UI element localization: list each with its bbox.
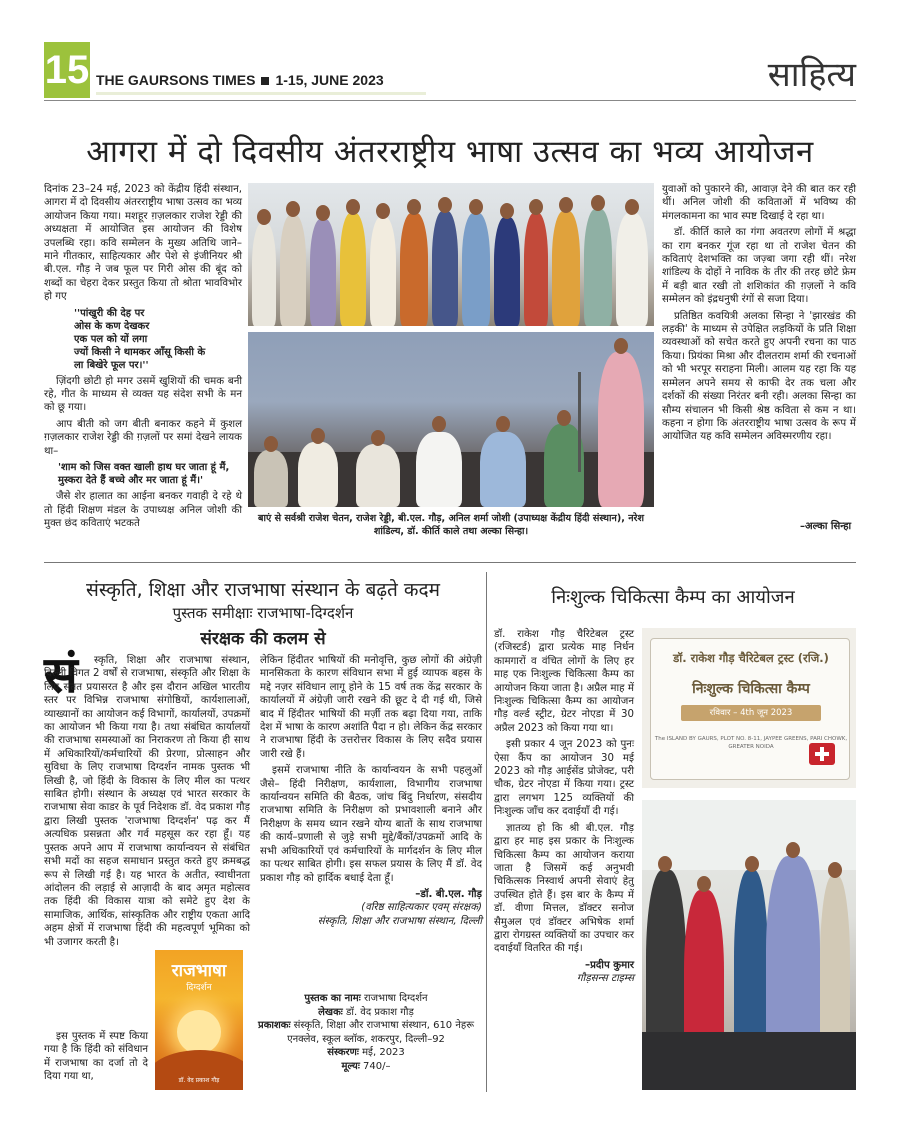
book-cover-title: राजभाषा bbox=[171, 961, 227, 981]
article1-paragraph: जैसे शेर हालात का आईना बनकर गवाही दे रहे थे तो हिंदी शिक्षण मंडल के उपाध्यक्ष अनिल जोशी की मुक्त छंद कविताएं भटकते bbox=[44, 491, 242, 529]
quote-block bbox=[58, 461, 242, 487]
article2-paragraph: इस पुस्तक में स्पष्ट किया गया है कि हिंदी को संविधान में राजभाषा का दर्जा तो दे दिया गया था, bbox=[44, 1031, 148, 1083]
article3-title: निःशुल्क चिकित्सा कैम्प का आयोजन bbox=[551, 587, 795, 608]
quote-line: 'शाम को जिस वक्त खाली हाथ घर जाता हूं मैं, bbox=[58, 462, 230, 474]
article2-paragraph: स्कृति, शिक्षा और राजभाषा संस्थान, दिल्ली विगत 2 वर्षों से राजभाषा, संस्कृति और शिक्षा के लिए सतत प्रयासरत है और इस दौरान अखिल भारतीय स्तर पर विभिन्न राजभाषा संगोष्ठियों, कार्यशालाओं, व्याख्यानों का आयोजन कई विभागों, कार्यालयों, उपक्रमों का आयोजन भी किया गया है। तथा संबंधित कार्यालयों की राजभाषा समस्याओं का निराकरण तो किया ही साथ में अधिकारियों/कर्मचारियों की प्रेरणा, प्रोत्साहन और सुविधा के लिए राजभाषा दिग्दर्शन नामक पुस्तक भी लिखी है, जो हिंदी के विकास के लिए मील का पत्थर साबित होगी। संस्थान के अध्यक्ष एवं भारत सरकार के राजभाषा सेवा काडर के पूर्व निदेशक डॉ. वेद प्रकाश गौड़ द्वारा लिखी पुस्तक 'राजभाषा दिग्दर्शन' पढ़ कर मैं अत्यधिक प्रसन्नता और गर्व महसूस कर रहा हूँ। यह पुस्तक अपने आप में राजभाषा कार्यान्वयन से संबंधित सभी मदों का सहज समाधान प्रस्तुत करते हुए क्रमबद्ध रूप से लिखी गई है। यह भारत के अतीत, स्वाधीनता आंदोलन की लड़ाई से आज़ादी के बाद अमृत महोत्सव तक हिंदी की विकास यात्रा को समेटे हुए देश के सामाजिक, आर्थिक, सांस्कृतिक और राष्ट्रीय एकता आदि अहम क्षेत्रों में राजभाषा हिंदी की महत्वपूर्ण भूमिका को भी उजागर करती है। bbox=[44, 655, 250, 948]
article1-paragraph: दिनांक 23–24 मई, 2023 को केंद्रीय हिंदी संस्थान, आगरा में दो दिवसीय अंतरराष्ट्रीय भाषा उत्सव का भव्य आयोजन किया गया। मशहूर ग़ज़लकार राजेश रेड्डी की अध्यक्षता में आयोजित इस आयोजन की विशेष उपलब्धि रहा। कवि सम्मेलन के मुख्य अतिथि जाने–माने गीतकार, साहित्यकार और पेशे से इंजीनियर श्री बी.एल. गौड़ ने जब फूल पर गिरी ओस की बूंद को शब्दों का चेहरा देकर प्रस्तुत किया तो श्रोता भावविभोर हो गए bbox=[44, 184, 242, 303]
article2-column-2 bbox=[260, 654, 482, 928]
poem-line: ओस के कण देखकर bbox=[74, 320, 150, 332]
book-price: 740/– bbox=[363, 1060, 391, 1072]
book-publisher: संस्कृति, शिक्षा और राजभाषा संस्थान, 610 नेहरू एनक्लेव, स्कूल ब्लॉक, शकरपुर, दिल्ली–92 bbox=[287, 1020, 474, 1045]
horizontal-divider bbox=[44, 562, 856, 563]
square-bullet-icon bbox=[261, 77, 269, 85]
event-stage-photo bbox=[248, 332, 654, 507]
first-aid-kit-icon bbox=[809, 743, 835, 765]
article3-paragraph: डॉ. राकेश गौड़ चैरिटेबल ट्रस्ट (रजिस्टर्ड) द्वारा प्रत्येक माह निर्धन कामगारों व वंचित लोगों के लिए हर माह एक निःशुल्क चिकित्सा कैम्प का आयोजन किया जाता है। अप्रैल माह में निःशुल्क चिकित्सा कैम्प का आयोजन गौड़ वर्ल्ड स्ट्रीट, ग्रेटर नोएडा में 30 अप्रैल 2023 को किया गया था। bbox=[494, 629, 634, 734]
article3-paragraph: ज्ञातव्य हो कि श्री बी.एल. गौड़ द्वारा हर माह इस प्रकार के निःशुल्क चिकित्सा कैम्प का आयोजन कराया जाता है जिसमें कई अनुभवी चिकित्सक निस्वार्थ अपनी सेवाएं हेतु उपस्थित होते हैं। इस बार के कैम्प में डॉ. वीणा मित्तल, डॉक्टर सनोज सैमुअल एवं डॉक्टर अभिषेक शर्मा द्वारा रोगग्रस्त व्यक्तियों का उपचार कर दवाईयाँ वितरित की गई। bbox=[494, 822, 634, 955]
main-headline: आगरा में दो दिवसीय अंतरराष्ट्रीय भाषा उत्सव का भव्य आयोजन bbox=[86, 134, 814, 170]
book-cover bbox=[155, 950, 243, 1090]
book-publisher-label: प्रकाशकः bbox=[258, 1020, 291, 1031]
event-group-photo bbox=[248, 183, 654, 326]
article3-byline: –प्रदीप कुमार bbox=[585, 959, 634, 971]
poem-block bbox=[74, 307, 242, 372]
article3-column bbox=[494, 628, 634, 986]
drop-cap: सं bbox=[44, 646, 78, 704]
book-details bbox=[250, 992, 482, 1073]
header-underline bbox=[96, 92, 426, 95]
section-title: साहित्य bbox=[767, 55, 856, 95]
banner-camp-title: निःशुल्क चिकित्सा कैम्प bbox=[692, 681, 810, 697]
camp-banner bbox=[650, 638, 850, 780]
masthead bbox=[96, 72, 384, 88]
article2-signoff-org: संस्कृति, शिक्षा और राजभाषा संस्थान, दिल्ली bbox=[317, 915, 482, 927]
article2-column-1 bbox=[44, 654, 250, 952]
poem-line: ज्यों किसी ने थामकर आँसू किसी के bbox=[74, 346, 206, 358]
article3-paragraph: इसी प्रकार 4 जून 2023 को पुनः ऐसा कैंप का आयोजन 30 मई 2023 को गौड़ आईसेंड प्रोजेक्ट, परी चौक, ग्रेटर नोएडा में किया गया। ट्रस्ट द्वारा लगभग 125 व्यक्तियों की निःशुल्क जाँच कर दवाईयाँ दी गई। bbox=[494, 739, 634, 818]
article1-paragraph: प्रतिष्ठित कवयित्री अलका सिन्हा ने 'झारखंड की लड़की' के माध्यम से उपेक्षित लड़कियों के प्रति शिक्षा व्यवस्थाओं को सचेत करते हुए अपनी रचना का पाठ किया। प्रियंका मिश्रा और दीलतराम शर्मा की रचनाओं को भी भरपूर सराहना मिली। आलम यह रहा कि यह सम्मेलन अपने समय से काफी देर तक चला और दर्शकों की संख्या निरंतर बनी रही। अलका सिन्हा का सौम्य संचालन भी किसी श्रेष्ठ कविता से कम न था। कहना न होगा कि अंतरराष्ट्रीय भाषा उत्सव के रूप में आयोजित यह कवि सम्मेलन अविस्मरणीय रहा। bbox=[662, 310, 856, 443]
article2-column-1-end bbox=[44, 1030, 148, 1087]
article1-byline: –अल्का सिन्हा bbox=[800, 521, 852, 532]
article2-kicker: संरक्षक की कलम से bbox=[200, 629, 326, 649]
article2-paragraph: इसमें राजभाषा नीति के कार्यान्वयन के सभी पहलुओं जैसे– हिंदी निरीक्षण, कार्यशाला, विभागीय राजभाषा कार्यान्वयन समिति की बैठक, जांच बिंदु निर्धारण, संसदीय राजभाषा समिति के निरीक्षण को प्रभावशाली बनाने और निरीक्षण के समय ध्यान रखने योग्य बातों के साथ राजभाषा की कार्य–प्रणाली से जुड़े सभी मुद्दे/बैंकों/उपक्रमों आदि के सभी अधिकारियों एवं कर्मचारियों के मार्गदर्शन के लिए मील का पत्थर साबित होगी। इस सफल प्रयास के लिए मैं डॉ. वेद प्रकाश गौड़ को हार्दिक बधाई देता हूँ। bbox=[260, 765, 482, 884]
book-cover-subtitle: दिग्दर्शन bbox=[186, 983, 212, 993]
book-price-label: मूल्यः bbox=[341, 1060, 360, 1072]
article2-paragraph: लेकिन हिंदीतर भाषियों की मनोवृत्ति, कुछ लोगों की अंग्रेज़ी मानसिकता के कारण संविधान सभा में हुई व्यापक बहस के मद्दे नज़र संविधान लागू होने के 15 वर्ष तक केंद्र सरकार के कार्यालयों में अंग्रेज़ी जारी रखने की छूट दे दी गई थी, जिसे बाद में हिंदीतर भाषियों की मर्ज़ी तक बढ़ा दिया गया, ताकि देश में भाषा के कारण अशांति पैदा न हो। लेकिन केंद्र सरकार ने राजभाषा हिंदी के उत्तरोत्तर विकास के लिए सदैव प्रयास जारी रखे हैं। bbox=[260, 655, 482, 760]
banner-venue: The ISLAND BY GAURS, PLOT NO. 8-11, JAYPEE GREENS, PARI CHOWK, GREATER NOIDA bbox=[654, 736, 848, 750]
book-author-label: लेखकः bbox=[318, 1006, 343, 1018]
camp-checkup-photo bbox=[642, 800, 856, 1090]
article3-byline-org: गौड़सन्स टाइम्स bbox=[576, 973, 634, 985]
hill-shape bbox=[155, 1050, 243, 1090]
camp-banner-photo bbox=[642, 628, 856, 788]
article1-paragraph: युवाओं को पुकारने की, आवाज़ देने की बात कर रही थीं। अनिल जोशी की कविताओं में भविष्य की मंगलकामना का भाव स्पष्ट दिखाई दे रहा था। bbox=[662, 184, 856, 222]
book-name: राजभाषा दिग्दर्शन bbox=[363, 993, 428, 1004]
banner-date: रविवार – 4th जून 2023 bbox=[681, 705, 821, 721]
quote-line: मुस्करा देते हैं बच्चे और मर जाता हूं मैं।' bbox=[58, 475, 204, 487]
article1-column-1 bbox=[44, 183, 242, 533]
book-edition: मई, 2023 bbox=[362, 1047, 405, 1058]
vertical-divider bbox=[486, 572, 487, 1092]
publication-name: THE GAURSONS TIMES bbox=[96, 72, 256, 88]
article1-paragraph: आप बीती को जग बीती बनाकर कहने में कुशल ग़ज़लकार राजेश रेड्डी की ग़ज़लों पर समां देखने लायक था– bbox=[44, 418, 242, 457]
poem-line: एक पल को यों लगा bbox=[74, 333, 148, 345]
article2-title: संस्कृति, शिक्षा और राजभाषा संस्थान के बढ़ते कदम bbox=[86, 579, 440, 601]
book-cover-author: डॉ. वेद प्रकाश गौड़ bbox=[178, 1077, 220, 1084]
banner-trust-name: डॉ. राकेश गौड़ चैरिटेबल ट्रस्ट (रजि.) bbox=[673, 651, 829, 665]
article2-signoff: –डॉ. बी.एल. गौड़ bbox=[415, 888, 482, 900]
photo-caption: बाएं से सर्वश्री राजेश चेतन, राजेश रेड्डी, बी.एल. गौड़, अनिल शर्मा जोशी (उपाध्यक्ष केंद्रीय हिंदी संस्थान), नरेश शांडिल्य, डॉ. कीर्ति काले तथा अल्का सिन्हा। bbox=[258, 513, 644, 537]
issue-date: 1-15, JUNE 2023 bbox=[275, 72, 384, 88]
article1-paragraph: ज़िंदगी छोटी हो मगर उसमें खुशियों की चमक बनी रहे, गीत के माध्यम से व्यक्त यह संदेश सभी के मन को छू गया। bbox=[44, 375, 242, 414]
sun-icon bbox=[177, 1010, 221, 1054]
article2-signoff-role: (वरिष्ठ साहित्यकार एवम् संरक्षक) bbox=[361, 902, 482, 914]
book-name-label: पुस्तक का नामः bbox=[304, 993, 361, 1004]
page-number: 15 bbox=[44, 42, 90, 98]
book-author: डॉ. वेद प्रकाश गौड़ bbox=[346, 1006, 414, 1018]
article1-paragraph: डॉ. कीर्ति काले का गंगा अवतरण लोगों में श्रद्धा का राग बनकर गूंज रहा था तो राजेश चेतन की कविताएं देशभक्ति का जज़्बा जगा रही थीं। नरेश शांडिल्य के दोहों ने नाविक के तीर की तरह छोटे फ्रेम में बड़ी बात रखी तो शशिकांत की ग़ज़लों ने कवि सम्मेलन को इंद्रधनुषी रंगों से सजा दिया। bbox=[662, 227, 856, 306]
article2-subtitle: पुस्तक समीक्षाः राजभाषा-दिग्दर्शन bbox=[172, 604, 354, 622]
poem-line: ''पांखुरी की देह पर bbox=[74, 307, 145, 319]
book-edition-label: संस्करणः bbox=[327, 1047, 359, 1058]
poem-line: ला बिखेरे फूल पर।'' bbox=[74, 359, 149, 371]
header-divider bbox=[44, 100, 856, 101]
article1-column-3 bbox=[662, 183, 856, 447]
